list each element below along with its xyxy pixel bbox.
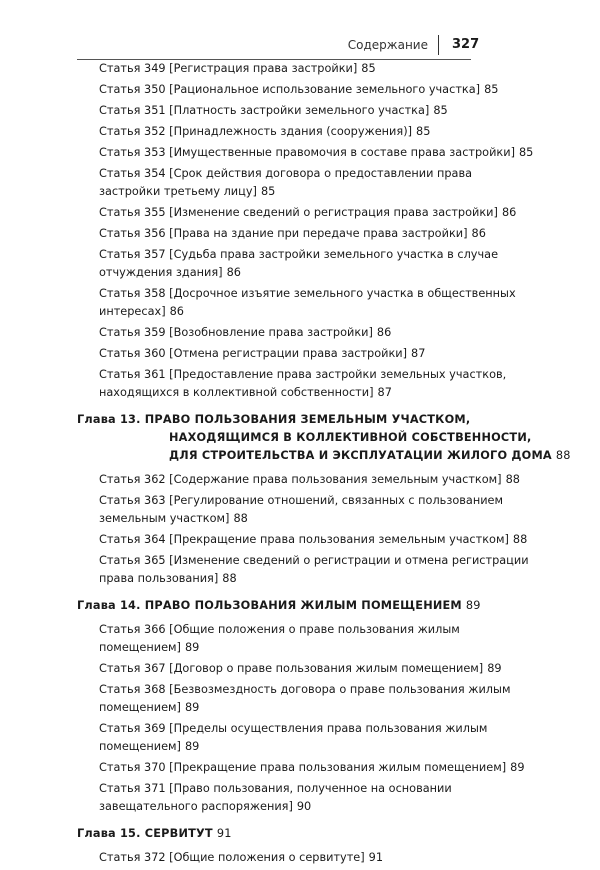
toc-article-entry: [0, 471, 600, 489]
toc-article-entry: [0, 81, 600, 99]
running-header: [0, 38, 600, 58]
toc-entry-line: [0, 597, 481, 615]
toc-article-entry: [0, 144, 600, 162]
toc-page-number: 86: [226, 266, 241, 279]
toc-entry-line: [0, 165, 600, 183]
toc-entry-text: Статья 360 [Отмена регистрации права застройки]: [99, 347, 408, 360]
toc-page-number: 89: [487, 662, 502, 675]
toc-article-entry: [0, 345, 600, 363]
toc-page-number: 88: [555, 449, 571, 462]
toc-entry-line: [0, 798, 471, 816]
toc-page-number: 86: [501, 206, 517, 219]
toc-entry-line: [0, 285, 600, 303]
toc-article-entry: [0, 531, 600, 549]
toc-chapter-entry: [0, 597, 600, 615]
toc-entry-text: Статья 366 [Общие положения о праве пользования жилым: [99, 623, 460, 636]
toc-page-number: 90: [296, 800, 312, 813]
toc-entry-text: застройки третьему лицу]: [99, 185, 257, 198]
toc-entry-line: [0, 429, 600, 447]
toc-page-number: 88: [505, 473, 520, 486]
toc-article-entry: [0, 324, 600, 342]
toc-entry-text: Статья 365 [Изменение сведений о регистрации и отмена регистрации: [99, 554, 529, 567]
toc-page-number: 85: [519, 146, 534, 159]
toc-entry-text: Статья 355 [Изменение сведений о регистрация права застройки]: [99, 206, 498, 219]
toc-entry-line: [0, 264, 471, 282]
toc-entry-text: Статья 354 [Срок действия договора о предоставлении права: [99, 167, 473, 180]
toc-entry-text: интересах]: [99, 305, 166, 318]
toc-entry-line: [0, 324, 471, 342]
header-separator: [438, 35, 439, 55]
toc-page-number: 89: [510, 761, 525, 774]
toc-entry-line: [0, 60, 471, 78]
toc-page-number: 86: [471, 227, 486, 240]
toc-entry-line: [0, 570, 471, 588]
toc-entry-line: [0, 531, 528, 549]
toc-article-entry: [0, 285, 600, 321]
toc-page-number: 89: [184, 701, 200, 714]
toc-article-entry: [0, 102, 600, 120]
toc-entry-line: [0, 303, 471, 321]
toc-page-number: 86: [169, 305, 184, 318]
toc-page-number: 85: [433, 104, 448, 117]
toc-entry-text: Статья 349 [Регистрация права застройки]: [99, 62, 358, 75]
toc-page-number: 86: [376, 326, 392, 339]
toc-entry-text: Статья 370 [Прекращение права пользования жилым помещением]: [99, 761, 507, 774]
toc-page-number: 91: [216, 827, 232, 840]
toc-entry-line: [0, 825, 471, 843]
toc-chapter-entry: [0, 411, 600, 465]
toc-entry-line: [0, 246, 600, 264]
toc-entry-line: [0, 123, 471, 141]
toc-article-entry: [0, 849, 600, 867]
toc-article-entry: [0, 720, 600, 756]
toc-entry-text: Статья 372 [Общие положения о сервитуте]: [99, 851, 365, 864]
toc-article-entry: [0, 246, 600, 282]
toc-entry-line: [0, 492, 600, 510]
toc-entry-text: Статья 361 [Предоставление права застройки земельных участков,: [99, 368, 507, 381]
toc-entry-text: Статья 368 [Безвозмездность договора о праве пользования жилым: [99, 683, 511, 696]
toc-entry-line: [0, 552, 600, 570]
toc-entry-text: завещательного распоряжения]: [99, 800, 293, 813]
toc-page-number: 85: [416, 125, 431, 138]
toc-entry-text: Статья 358 [Досрочное изъятие земельного участка в общественных: [99, 287, 516, 300]
toc-page-number: 88: [233, 512, 248, 525]
toc-article-entry: [0, 552, 600, 588]
toc-page-number: 88: [222, 572, 237, 585]
toc-entry-text: Статья 363 [Регулирование отношений, связанных с пользованием: [99, 494, 504, 507]
toc-entry-text: Статья 350 [Рациональное использование земельного участка]: [99, 83, 481, 96]
toc-entry-line: [0, 471, 520, 489]
toc-page-number: 85: [260, 185, 276, 198]
toc-article-entry: [0, 366, 600, 402]
toc-entry-text: права пользования]: [99, 572, 219, 585]
toc-entry-line: [0, 366, 600, 384]
toc-entry-text: Глава 14. ПРАВО ПОЛЬЗОВАНИЯ ЖИЛЫМ ПОМЕЩЕНИЕМ: [77, 599, 462, 612]
toc-entry-text: Статья 362 [Содержание права пользования земельным участком]: [99, 473, 502, 486]
toc-entry-text: Статья 369 [Пределы осуществления права пользования жилым: [99, 722, 488, 735]
toc-article-entry: [0, 681, 600, 717]
toc-entry-line: [0, 510, 471, 528]
toc-entry-text: помещением]: [99, 740, 181, 753]
toc-entry-line: [0, 660, 502, 678]
toc-entry-line: [0, 699, 471, 717]
toc-entry-line: [0, 639, 471, 657]
table-of-contents: [0, 60, 600, 870]
toc-entry-line: [0, 738, 471, 756]
toc-entry-line: [0, 183, 471, 201]
toc-page-number: 91: [368, 851, 384, 864]
toc-article-entry: [0, 165, 600, 201]
toc-entry-line: [0, 225, 486, 243]
toc-entry-text: Статья 371 [Право пользования, полученное на основании: [99, 782, 452, 795]
toc-entry-line: [0, 204, 517, 222]
toc-entry-line: [0, 447, 571, 465]
toc-entry-text: Глава 15. СЕРВИТУТ: [77, 827, 213, 840]
toc-entry-line: [0, 81, 499, 99]
toc-entry-text: помещением]: [99, 701, 181, 714]
toc-entry-text: Статья 359 [Возобновление права застройки]: [99, 326, 373, 339]
toc-chapter-entry: [0, 825, 600, 843]
toc-entry-line: [0, 759, 525, 777]
toc-article-entry: [0, 759, 600, 777]
toc-entry-line: [0, 849, 471, 867]
toc-page-number: 88: [512, 533, 528, 546]
toc-page-number: 89: [184, 641, 200, 654]
toc-entry-text: Статья 351 [Платность застройки земельного участка]: [99, 104, 430, 117]
toc-entry-line: [0, 720, 600, 738]
toc-article-entry: [0, 225, 600, 243]
toc-entry-text: Статья 357 [Судьба права застройки земельного участка в случае: [99, 248, 499, 261]
toc-page-number: 87: [411, 347, 426, 360]
toc-page-number: 85: [361, 62, 376, 75]
header-page-number: 327: [452, 37, 480, 52]
toc-entry-line: [0, 144, 534, 162]
toc-entry-line: [0, 780, 600, 798]
toc-article-entry: [0, 60, 600, 78]
toc-article-entry: [0, 660, 600, 678]
toc-article-entry: [0, 204, 600, 222]
toc-entry-text: находящихся в коллективной собственности]: [99, 386, 374, 399]
toc-page-number: 89: [465, 599, 481, 612]
toc-article-entry: [0, 780, 600, 816]
toc-page-number: 87: [377, 386, 392, 399]
toc-entry-text: Статья 367 [Договор о праве пользования жилым помещением]: [99, 662, 484, 675]
toc-entry-text: Статья 352 [Принадлежность здания (сооружения)]: [99, 125, 413, 138]
toc-entry-line: [0, 345, 471, 363]
toc-article-entry: [0, 621, 600, 657]
toc-entry-line: [0, 681, 600, 699]
toc-entry-text: Статья 356 [Права на здание при передаче права застройки]: [99, 227, 468, 240]
header-section-title: Содержание: [347, 38, 428, 52]
toc-entry-text: Статья 364 [Прекращение права пользования земельным участком]: [99, 533, 509, 546]
toc-entry-line: [0, 411, 600, 429]
toc-entry-text: НАХОДЯЩИМСЯ В КОЛЛЕКТИВНОЙ СОБСТВЕННОСТИ,: [169, 431, 532, 444]
toc-entry-text: ДЛЯ СТРОИТЕЛЬСТВА И ЭКСПЛУАТАЦИИ ЖИЛОГО ДОМА: [169, 449, 552, 462]
toc-page-number: 85: [484, 83, 499, 96]
toc-entry-line: [0, 384, 471, 402]
toc-entry-text: земельным участком]: [99, 512, 230, 525]
toc-article-entry: [0, 123, 600, 141]
toc-entry-line: [0, 621, 600, 639]
toc-entry-line: [0, 102, 471, 120]
toc-entry-text: помещением]: [99, 641, 181, 654]
toc-article-entry: [0, 492, 600, 528]
toc-entry-text: Статья 353 [Имущественные правомочия в составе права застройки]: [99, 146, 515, 159]
toc-entry-text: Глава 13. ПРАВО ПОЛЬЗОВАНИЯ ЗЕМЕЛЬНЫМ УЧАСТКОМ,: [77, 413, 471, 426]
toc-page-number: 89: [184, 740, 200, 753]
toc-entry-text: отчуждения здания]: [99, 266, 223, 279]
